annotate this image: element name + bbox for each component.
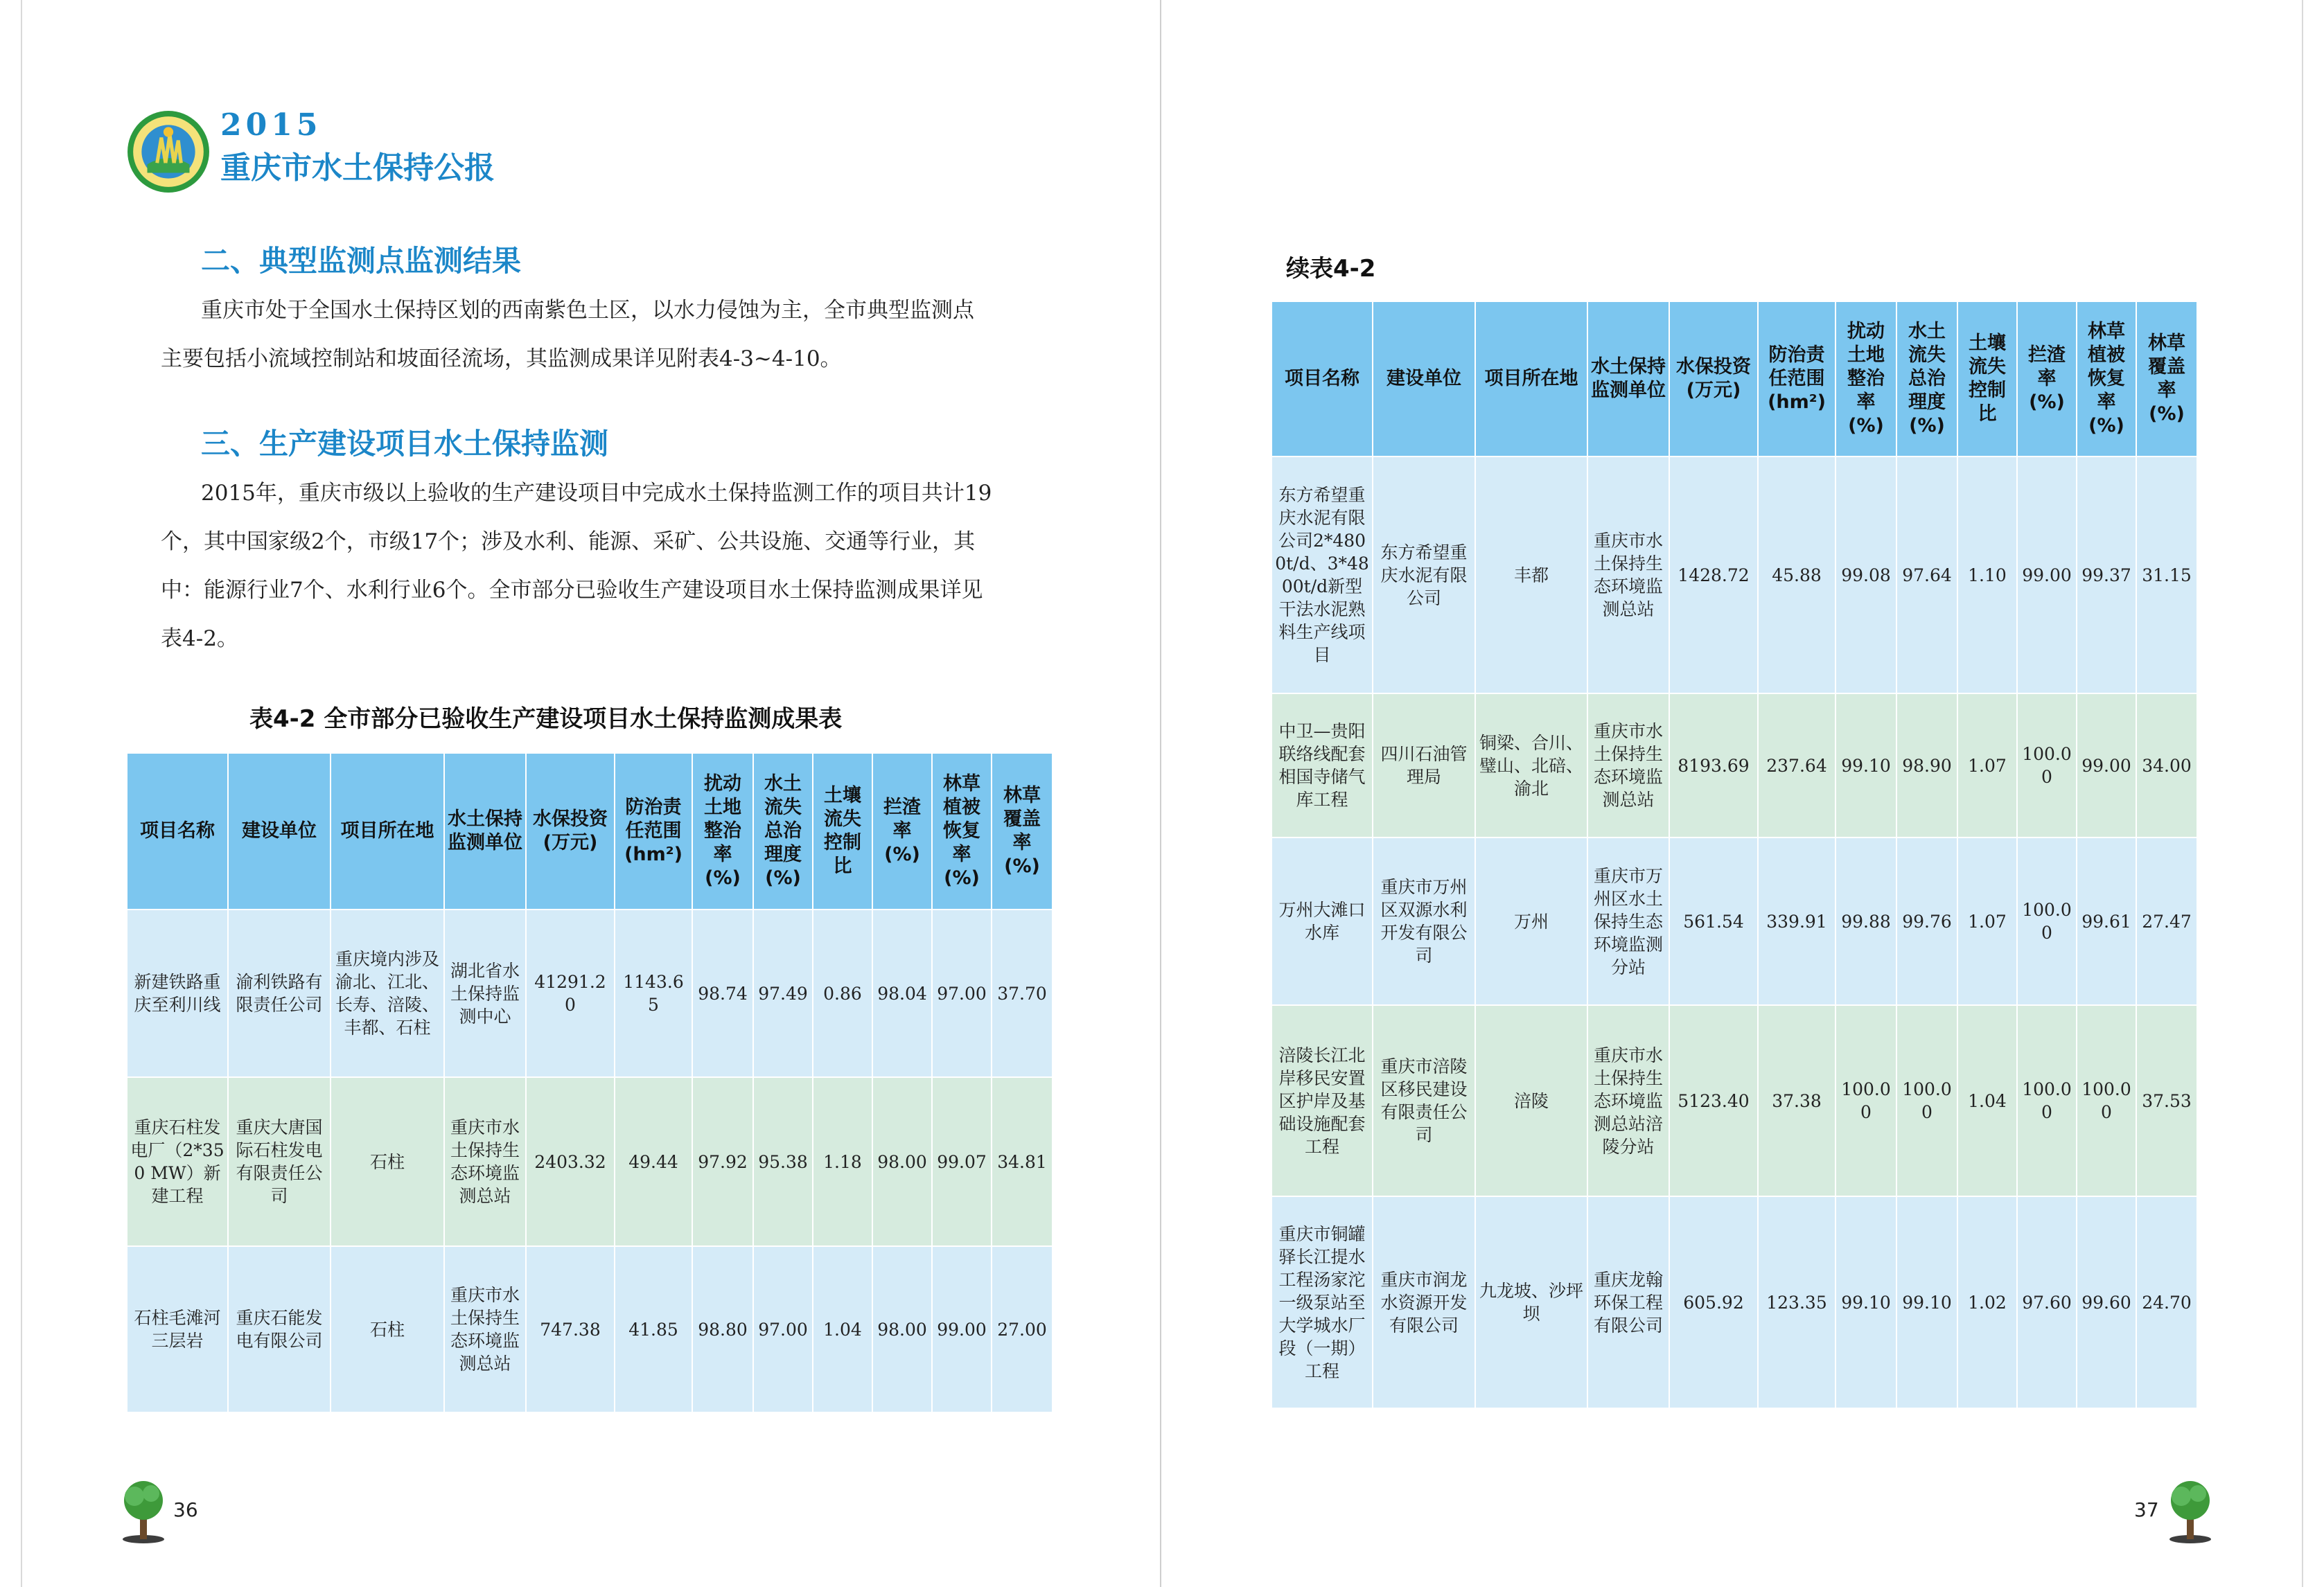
table-cell: 98.04 (872, 910, 932, 1077)
table-cell: 99.10 (1836, 693, 1896, 837)
col-header: 扰动土地整治率(%) (1836, 301, 1896, 456)
col-header: 林草植被恢复率(%) (2077, 301, 2136, 456)
page-border (21, 0, 22, 1587)
table-row (1271, 1005, 2197, 1196)
tree-icon (119, 1475, 168, 1545)
table-cell: 97.60 (2017, 1196, 2077, 1408)
table-cell: 31.15 (2136, 456, 2197, 693)
table-header-row (127, 753, 1053, 910)
table-cell: 1428.72 (1669, 456, 1758, 693)
col-header: 防治责任范围(hm²) (615, 753, 692, 910)
table-cell: 98.90 (1896, 693, 1957, 837)
table-cell: 100.00 (1836, 1005, 1896, 1196)
page-border (2302, 0, 2303, 1587)
table-cell: 中卫—贵阳联络线配套相国寺储气库工程 (1271, 693, 1373, 837)
table-row (127, 910, 1053, 1077)
table-cell: 重庆市水土保持生态环境监测总站 (444, 1246, 526, 1412)
table-cell: 重庆市润龙水资源开发有限公司 (1373, 1196, 1475, 1408)
table-cell: 重庆市涪陵区移民建设有限责任公司 (1373, 1005, 1475, 1196)
table-cell: 1.04 (1957, 1005, 2017, 1196)
table-cell: 2403.32 (526, 1077, 615, 1246)
table-cell: 99.10 (1896, 1196, 1957, 1408)
section-2-title: 二、典型监测点监测结果 (201, 244, 522, 278)
table-cell: 石柱 (331, 1246, 444, 1412)
col-header: 林草植被恢复率(%) (932, 753, 992, 910)
table-cell: 重庆市万州区水土保持生态环境监测分站 (1587, 837, 1669, 1005)
table-cell: 99.00 (2017, 456, 2077, 693)
col-header: 水保投资(万元) (1669, 301, 1758, 456)
table-cell: 339.91 (1758, 837, 1836, 1005)
table-cell: 605.92 (1669, 1196, 1758, 1408)
table-cell: 新建铁路重庆至利川线 (127, 910, 228, 1077)
table-cell: 24.70 (2136, 1196, 2197, 1408)
right-page (1161, 0, 2324, 1587)
col-header: 土壤流失控制比 (813, 753, 872, 910)
table-cell: 涪陵长江北岸移民安置区护岸及基础设施配套工程 (1271, 1005, 1373, 1196)
table-cell: 重庆龙翰环保工程有限公司 (1587, 1196, 1669, 1408)
table-cell: 渝利铁路有限责任公司 (228, 910, 331, 1077)
col-header: 水土流失总治理度(%) (753, 753, 813, 910)
table-cell: 重庆大唐国际石柱发电有限责任公司 (228, 1077, 331, 1246)
table-cell: 37.53 (2136, 1005, 2197, 1196)
table-cell: 8193.69 (1669, 693, 1758, 837)
table-cell: 万州大滩口水库 (1271, 837, 1373, 1005)
table-cell: 九龙坡、沙坪坝 (1475, 1196, 1587, 1408)
table-cell: 四川石油管理局 (1373, 693, 1475, 837)
col-header: 建设单位 (1373, 301, 1475, 456)
table-cell: 丰都 (1475, 456, 1587, 693)
table-cell: 5123.40 (1669, 1005, 1758, 1196)
col-header: 水保投资(万元) (526, 753, 615, 910)
table-cell: 747.38 (526, 1246, 615, 1412)
table-cell: 1.18 (813, 1077, 872, 1246)
table-cell: 49.44 (615, 1077, 692, 1246)
table-cell: 重庆市水土保持生态环境监测总站 (1587, 456, 1669, 693)
table-cell: 99.60 (2077, 1196, 2136, 1408)
table-row (127, 1246, 1053, 1412)
table-cell: 99.76 (1896, 837, 1957, 1005)
table-cell: 45.88 (1758, 456, 1836, 693)
col-header: 水土保持监测单位 (1587, 301, 1669, 456)
table-cell: 27.47 (2136, 837, 2197, 1005)
table-row (1271, 1196, 2197, 1408)
table-cell: 97.92 (692, 1077, 753, 1246)
col-header: 项目名称 (1271, 301, 1373, 456)
section-3-line-2: 个，其中国家级2个，市级17个；涉及水利、能源、采矿、公共设施、交通等行业，其 (161, 529, 976, 554)
table-cell: 98.00 (872, 1077, 932, 1246)
table-cell: 98.74 (692, 910, 753, 1077)
table-row (1271, 837, 2197, 1005)
table-cell: 1.07 (1957, 837, 2017, 1005)
bulletin-title: 重庆市水土保持公报 (220, 150, 495, 186)
table-row (1271, 693, 2197, 837)
col-header: 水土保持监测单位 (444, 753, 526, 910)
table-cell: 1.02 (1957, 1196, 2017, 1408)
table-cell: 1.07 (1957, 693, 2017, 837)
table-cell: 重庆石能发电有限公司 (228, 1246, 331, 1412)
table-cell: 100.00 (2077, 1005, 2136, 1196)
table-cell: 561.54 (1669, 837, 1758, 1005)
table-cell: 97.64 (1896, 456, 1957, 693)
table-cell: 铜梁、合川、璧山、北碚、渝北 (1475, 693, 1587, 837)
table-cell: 37.38 (1758, 1005, 1836, 1196)
page-number: 36 (173, 1498, 198, 1521)
table-cell: 99.00 (2077, 693, 2136, 837)
table-cell: 99.07 (932, 1077, 992, 1246)
col-header: 项目名称 (127, 753, 228, 910)
continued-table-caption: 续表4-2 (1286, 255, 1376, 283)
table-row (127, 1077, 1053, 1246)
table-cell: 0.86 (813, 910, 872, 1077)
table-cell: 1.10 (1957, 456, 2017, 693)
table-cell: 34.81 (992, 1077, 1053, 1246)
table-cell: 东方希望重庆水泥有限公司2*4800t/d、3*4800t/d新型干法水泥熟料生产线项目 (1271, 456, 1373, 693)
table-cell: 重庆境内涉及渝北、江北、长寿、涪陵、丰都、石柱 (331, 910, 444, 1077)
table-cell: 石柱 (331, 1077, 444, 1246)
col-header: 林草覆盖率(%) (992, 753, 1053, 910)
col-header: 防治责任范围(hm²) (1758, 301, 1836, 456)
table-cell: 27.00 (992, 1246, 1053, 1412)
left-page (0, 0, 1161, 1587)
table-cell: 37.70 (992, 910, 1053, 1077)
col-header: 土壤流失控制比 (1957, 301, 2017, 456)
table-cell: 98.00 (872, 1246, 932, 1412)
section-3-title: 三、生产建设项目水土保持监测 (201, 427, 609, 461)
table-cell: 100.00 (2017, 693, 2077, 837)
col-header: 项目所在地 (331, 753, 444, 910)
table-cell: 98.80 (692, 1246, 753, 1412)
bulletin-year: 2015 (220, 107, 322, 143)
col-header: 建设单位 (228, 753, 331, 910)
page-number: 37 (2134, 1498, 2159, 1521)
section-3-line-3: 中：能源行业7个、水利行业6个。全市部分已验收生产建设项目水土保持监测成果详见 (161, 578, 983, 603)
table-row (1271, 456, 2197, 693)
table-cell: 100.00 (2017, 1005, 2077, 1196)
table-cell: 97.00 (753, 1246, 813, 1412)
table-cell: 123.35 (1758, 1196, 1836, 1408)
section-3-line-1: 2015年，重庆市级以上验收的生产建设项目中完成水土保持监测工作的项目共计19 (201, 481, 992, 506)
table-cell: 99.37 (2077, 456, 2136, 693)
table-cell: 重庆石柱发电厂（2*350 MW）新建工程 (127, 1077, 228, 1246)
table-cell: 237.64 (1758, 693, 1836, 837)
table-cell: 100.00 (1896, 1005, 1957, 1196)
col-header: 扰动土地整治率(%) (692, 753, 753, 910)
table-cell: 99.00 (932, 1246, 992, 1412)
table-cell: 99.88 (1836, 837, 1896, 1005)
tree-icon (2166, 1475, 2215, 1545)
table-cell: 100.00 (2017, 837, 2077, 1005)
table-4-2 (126, 752, 1053, 1413)
table-cell: 99.08 (1836, 456, 1896, 693)
table-cell: 重庆市水土保持生态环境监测总站 (444, 1077, 526, 1246)
table-cell: 涪陵 (1475, 1005, 1587, 1196)
col-header: 水土流失总治理度(%) (1896, 301, 1957, 456)
table-cell: 34.00 (2136, 693, 2197, 837)
table-cell: 重庆市水土保持生态环境监测总站 (1587, 693, 1669, 837)
col-header: 项目所在地 (1475, 301, 1587, 456)
table-cell: 石柱毛滩河三层岩 (127, 1246, 228, 1412)
col-header: 拦渣率(%) (2017, 301, 2077, 456)
table-cell: 97.49 (753, 910, 813, 1077)
table-cell: 41.85 (615, 1246, 692, 1412)
section-3-line-4: 表4-2。 (161, 626, 238, 651)
table-cell: 重庆市水土保持生态环境监测总站涪陵分站 (1587, 1005, 1669, 1196)
table-cell: 41291.20 (526, 910, 615, 1077)
table-cell: 湖北省水土保持监测中心 (444, 910, 526, 1077)
col-header: 拦渣率(%) (872, 753, 932, 910)
table-cell: 1143.65 (615, 910, 692, 1077)
table-cell: 95.38 (753, 1077, 813, 1246)
table-4-2-continued (1271, 301, 2198, 1409)
col-header: 林草覆盖率(%) (2136, 301, 2197, 456)
table-cell: 重庆市铜罐驿长江提水工程汤家沱一级泵站至大学城水厂段（一期）工程 (1271, 1196, 1373, 1408)
table-header-row (1271, 301, 2197, 456)
bulletin-logo-icon (126, 109, 211, 194)
table-cell: 99.61 (2077, 837, 2136, 1005)
table-cell: 99.10 (1836, 1196, 1896, 1408)
table-cell: 重庆市万州区双源水利开发有限公司 (1373, 837, 1475, 1005)
section-2-line-1: 重庆市处于全国水土保持区划的西南紫色土区，以水力侵蚀为主，全市典型监测点 (201, 298, 974, 323)
section-2-line-2: 主要包括小流域控制站和坡面径流场，其监测成果详见附表4-3~4-10。 (161, 346, 842, 371)
table-4-2-caption: 表4-2 全市部分已验收生产建设项目水土保持监测成果表 (249, 705, 843, 733)
table-cell: 东方希望重庆水泥有限公司 (1373, 456, 1475, 693)
table-cell: 97.00 (932, 910, 992, 1077)
table-cell: 1.04 (813, 1246, 872, 1412)
table-cell: 万州 (1475, 837, 1587, 1005)
